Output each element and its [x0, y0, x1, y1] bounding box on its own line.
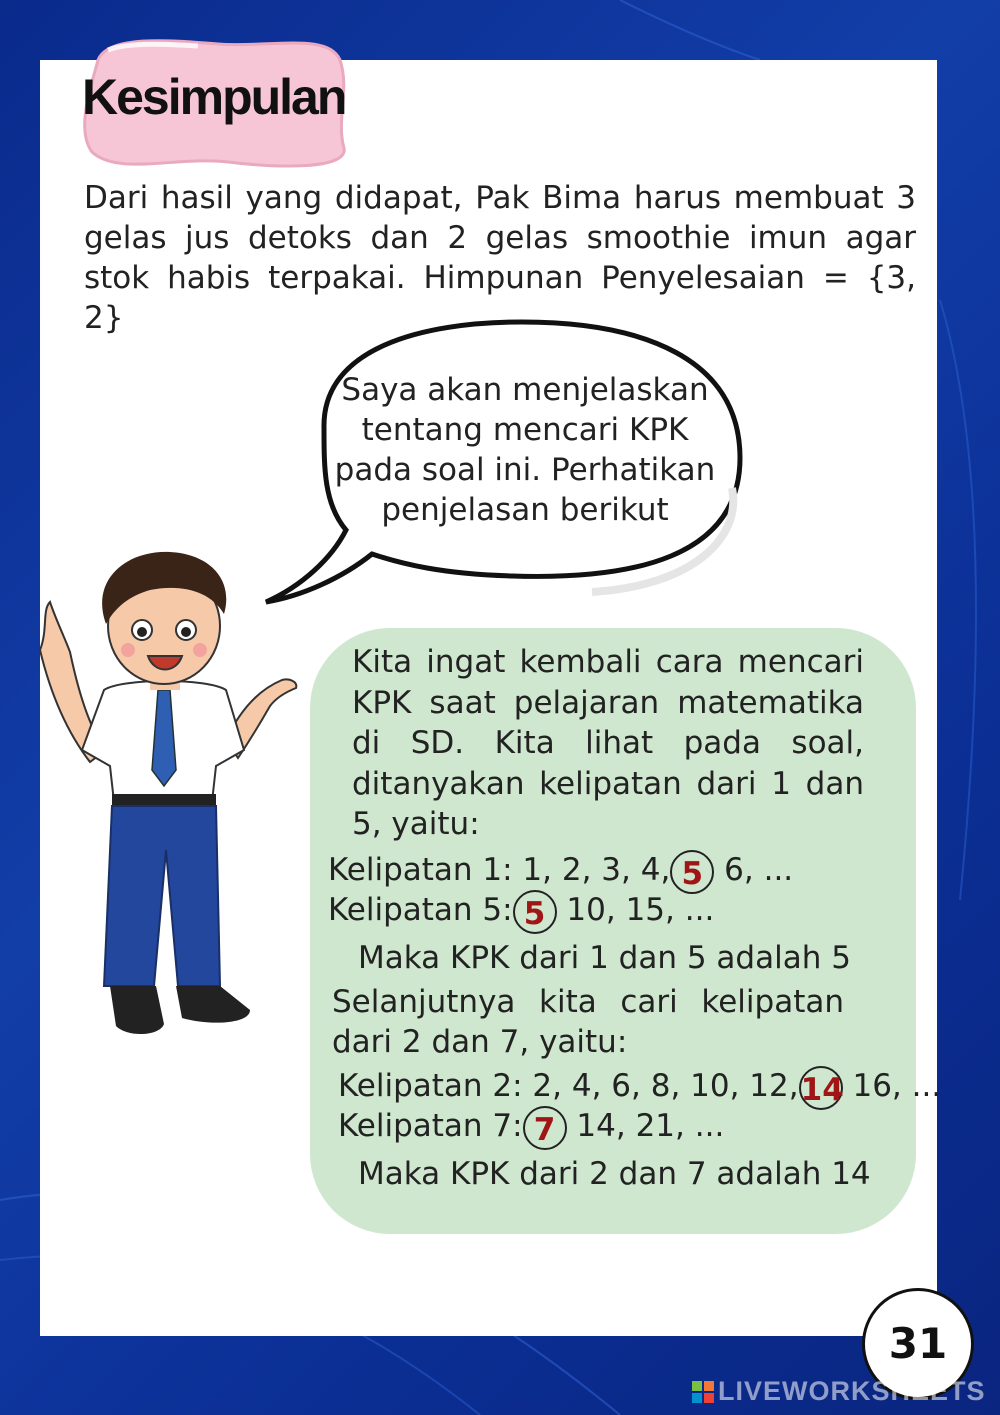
- explanation-intro: Kita ingat kembali cara mencari KPK saat pelajaran matematika di SD. Kita lihat pada soal, ditanyakan kelipatan dari 1 dan 5, yaitu:: [352, 644, 864, 842]
- multiples-of-5-row: [328, 892, 715, 932]
- page-number: 31: [862, 1288, 974, 1400]
- liveworksheets-logo-icon: [692, 1381, 714, 1403]
- multiples-of-1-rest: 6, ...: [714, 852, 794, 888]
- multiples-of-5-label: Kelipatan 5:: [328, 892, 513, 928]
- speech-bubble-text: Saya akan menjelaskan tentang mencari KPK pada soal ini. Perhatikan penjelasan berikut: [334, 372, 716, 528]
- circled-common-multiple: 5: [670, 850, 714, 894]
- circled-common-multiple: 5: [513, 890, 557, 934]
- student-illustration: [30, 540, 310, 1050]
- multiples-of-7-label: Kelipatan 7:: [338, 1108, 523, 1144]
- next-step-text: Selanjutnya kita cari kelipatan dari 2 dan 7, yaitu:: [332, 984, 844, 1060]
- multiples-of-7-rest: 14, 21, ...: [566, 1108, 725, 1144]
- multiples-of-1-row: [328, 852, 794, 892]
- watermark-text: LIVEWORKSHEETS: [718, 1376, 986, 1406]
- multiples-of-1-list: Kelipatan 1: 1, 2, 3, 4,: [328, 852, 671, 888]
- multiples-of-5-rest: 10, 15, ...: [556, 892, 715, 928]
- lcm-result-1-5: Maka KPK dari 1 dan 5 adalah 5: [358, 940, 851, 976]
- page-title: Kesimpulan: [82, 69, 346, 125]
- multiples-of-7-row: [338, 1108, 725, 1148]
- circled-common-multiple: 7: [523, 1106, 567, 1150]
- multiples-of-2-rest: 16, ...: [842, 1068, 942, 1104]
- conclusion-paragraph: Dari hasil yang didapat, Pak Bima harus membuat 3 gelas jus detoks dan 2 gelas smoothie imun agar stok habis terpakai. Himpunan Penyelesaian = {3, 2}: [84, 180, 916, 336]
- multiples-of-2-row: [338, 1068, 942, 1108]
- watermark: [692, 1376, 992, 1406]
- multiples-of-2-list: Kelipatan 2: 2, 4, 6, 8, 10, 12,: [338, 1068, 799, 1104]
- circled-common-multiple: 14: [799, 1066, 843, 1110]
- lcm-result-2-7: Maka KPK dari 2 dan 7 adalah 14: [358, 1156, 871, 1192]
